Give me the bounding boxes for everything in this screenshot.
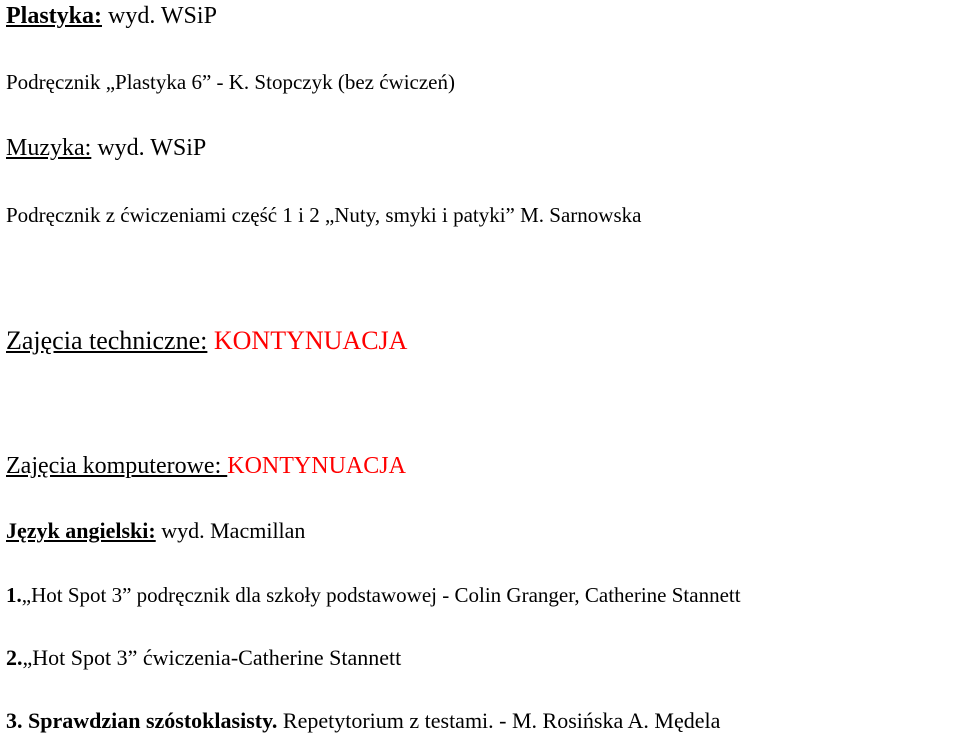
jezyk-angielski-publisher: wyd. Macmillan — [155, 518, 306, 543]
zajecia-komputerowe-heading: Zajęcia komputerowe: — [6, 453, 228, 479]
plastyka-book: Podręcznik „Plastyka 6” - K. Stopczyk (bez ćwiczeń) — [6, 70, 455, 94]
jezyk-angielski-line — [6, 520, 305, 542]
list-item — [6, 647, 401, 669]
muzyka-line — [6, 136, 206, 160]
zajecia-komputerowe-line — [6, 454, 406, 478]
list-item-bold-text: Sprawdzian szóstoklasisty. — [28, 708, 278, 733]
list-item-text: „Hot Spot 3” ćwiczenia-Catherine Stannett — [22, 645, 402, 670]
plastyka-heading: Plastyka: — [6, 3, 102, 29]
muzyka-heading: Muzyka: — [6, 135, 92, 161]
list-item-number: 3. — [6, 708, 28, 733]
muzyka-publisher: wyd. WSiP — [91, 135, 207, 161]
list-item — [6, 585, 741, 606]
jezyk-angielski-heading: Język angielski: — [6, 518, 156, 543]
zajecia-techniczne-line — [6, 328, 407, 354]
plastyka-publisher: wyd. WSiP — [102, 3, 217, 29]
list-item-number: 2. — [6, 645, 23, 670]
zajecia-techniczne-heading: Zajęcia techniczne: — [6, 326, 208, 355]
plastyka-line — [6, 4, 217, 28]
muzyka-book: Podręcznik z ćwiczeniami część 1 i 2 „Nuty, smyki i patyki” M. Sarnowska — [6, 203, 642, 227]
list-item-text: „Hot Spot 3” podręcznik dla szkoły podstawowej - Colin Granger, Catherine Stannett — [21, 583, 741, 607]
list-item-number: 1. — [6, 583, 22, 607]
list-item-text: Repetytorium z testami. - M. Rosińska A. Mędela — [277, 708, 721, 733]
zajecia-techniczne-status: KONTYNUACJA — [207, 326, 408, 355]
list-item — [6, 710, 720, 732]
zajecia-komputerowe-status: KONTYNUACJA — [227, 453, 406, 479]
